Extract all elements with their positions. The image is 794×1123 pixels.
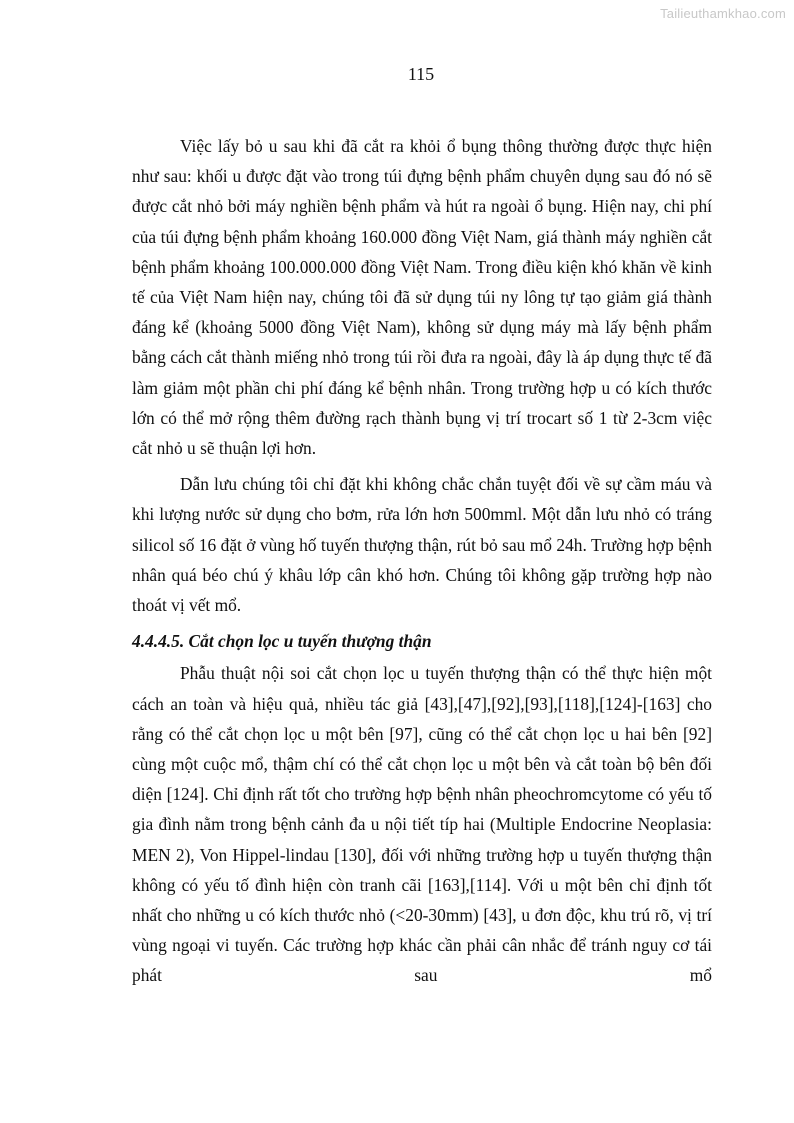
document-body <box>132 131 712 991</box>
paragraph-specimen-removal: Việc lấy bỏ u sau khi đã cắt ra khỏi ổ bụng thông thường được thực hiện như sau: khối u được đặt vào trong túi đựng bệnh phẩm chuyên dụng sau đó nó sẽ được cắt nhỏ bởi máy nghiền bệnh phẩm và hút ra ngoài ổ bụng. Hiện nay, chi phí của túi đựng bệnh phẩm khoảng 160.000 đồng Việt Nam, giá thành máy nghiền cắt bệnh phẩm khoảng 100.000.000 đồng Việt Nam. Trong điều kiện khó khăn về kinh tế của Việt Nam hiện nay, chúng tôi đã sử dụng túi ny lông tự tạo giảm giá thành đáng kể (khoảng 5000 đồng Việt Nam), không sử dụng máy mà lấy bệnh phẩm bằng cách cắt thành miếng nhỏ trong túi rồi đưa ra ngoài, đây là áp dụng thực tế đã làm giảm một phần chi phí đáng kể bệnh nhân. Trong trường hợp u có kích thước lớn có thể mở rộng thêm đường rạch thành bụng vị trí trocart số 1 từ 2-3cm việc cắt nhỏ u sẽ thuận lợi hơn. <box>132 136 712 459</box>
section-heading: 4.4.4.5. Cắt chọn lọc u tuyến thượng thận <box>132 631 432 652</box>
page-number: 115 <box>407 64 435 84</box>
paragraph-drainage: Dẫn lưu chúng tôi chỉ đặt khi không chắc chắn tuyệt đối về sự cầm máu và khi lượng nước sử dụng cho bơm, rửa lớn hơn 500mml. Một dẫn lưu nhỏ có tráng silicol số 16 đặt ở vùng hố tuyến thượng thận, rút bỏ sau mổ 24h. Trường hợp bệnh nhân quá béo chú ý khâu lớp cân khó hơn. Chúng tôi không gặp trường hợp nào thoát vị vết mổ. <box>132 474 712 616</box>
watermark-text: Tailieuthamkhao.com <box>660 6 786 21</box>
paragraph-selective-resection: Phẫu thuật nội soi cắt chọn lọc u tuyến thượng thận có thể thực hiện một cách an toàn và hiệu quả, nhiều tác giả [43],[47],[92],[93],[118],[124]-[163] cho rằng có thể cắt chọn lọc u một bên [97], cũng có thể cắt chọn lọc u hai bên [92] cùng một cuộc mổ, thậm chí có thể cắt chọn lọc u một bên và cắt toàn bộ bên đối diện [124]. Chỉ định rất tốt cho trường hợp bệnh nhân pheochromcytome có yếu tố gia đình nằm trong bệnh cảnh đa u nội tiết típ hai (Multiple Endocrine Neoplasia: MEN 2), Von Hippel-lindau [130], đối với những trường hợp u tuyến thượng thận không có yếu tố đình hiện còn tranh cãi [163],[114]. Với u một bên chỉ định tốt nhất cho những u có kích thước nhỏ (<20-30mm) [43], u đơn độc, khu trú rõ, vị trí vùng ngoại vi tuyến. Các trường hợp khác cần phải cân nhắc để tránh nguy cơ tái phát sau mổ <box>132 663 712 986</box>
